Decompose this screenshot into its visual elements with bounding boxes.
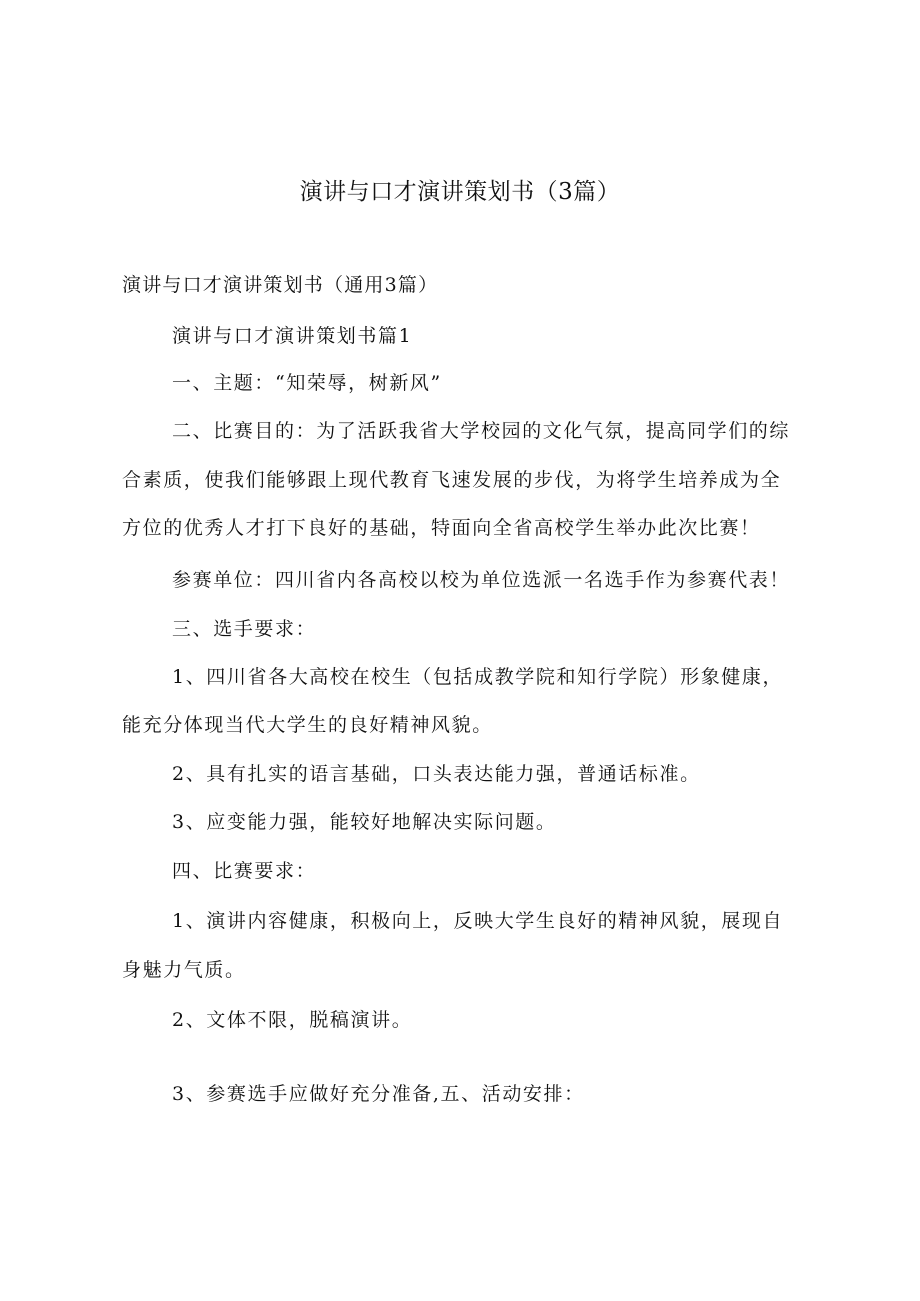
requirement-1-line-1: 1、四川省各大高校在校生（包括成教学院和知行学院）形象健康， — [172, 666, 784, 688]
requirement-1-line-2: 能充分体现当代大学生的良好精神风貌。 — [122, 714, 493, 736]
section-heading: 演讲与口才演讲策划书篇1 — [172, 325, 413, 347]
requirements-heading: 三、选手要求： — [172, 618, 317, 640]
purpose-line-2: 合素质，使我们能够跟上现代教育飞速发展的步伐，为将学生培养成为全 — [122, 469, 782, 491]
participants-line: 参赛单位：四川省内各高校以校为单位选派一名选手作为参赛代表！ — [172, 569, 791, 591]
contest-requirement-1-line-2: 身魅力气质。 — [122, 959, 246, 981]
contest-requirement-3-line: 3、参赛选手应做好充分准备,五、活动安排： — [172, 1083, 585, 1105]
subtitle-line: 演讲与口才演讲策划书（通用3篇） — [122, 274, 439, 296]
contest-requirements-heading: 四、比赛要求： — [172, 860, 317, 882]
requirement-2-line: 2、具有扎实的语言基础，口头表达能力强，普通话标准。 — [172, 763, 701, 785]
document-title: 演讲与口才演讲策划书（3篇） — [299, 179, 621, 205]
requirement-3-line: 3、应变能力强，能较好地解决实际问题。 — [172, 811, 557, 833]
purpose-line-3: 方位的优秀人才打下良好的基础，特面向全省高校学生举办此次比赛！ — [122, 517, 761, 539]
contest-requirement-2-line: 2、文体不限，脱稿演讲。 — [172, 1009, 413, 1031]
theme-line: 一、主题：“知荣辱，树新风” — [172, 372, 442, 394]
purpose-line-1: 二、比赛目的：为了活跃我省大学校园的文化气氛，提高同学们的综 — [172, 420, 791, 442]
contest-requirement-1-line-1: 1、演讲内容健康，积极向上，反映大学生良好的精神风貌，展现自 — [172, 910, 784, 932]
